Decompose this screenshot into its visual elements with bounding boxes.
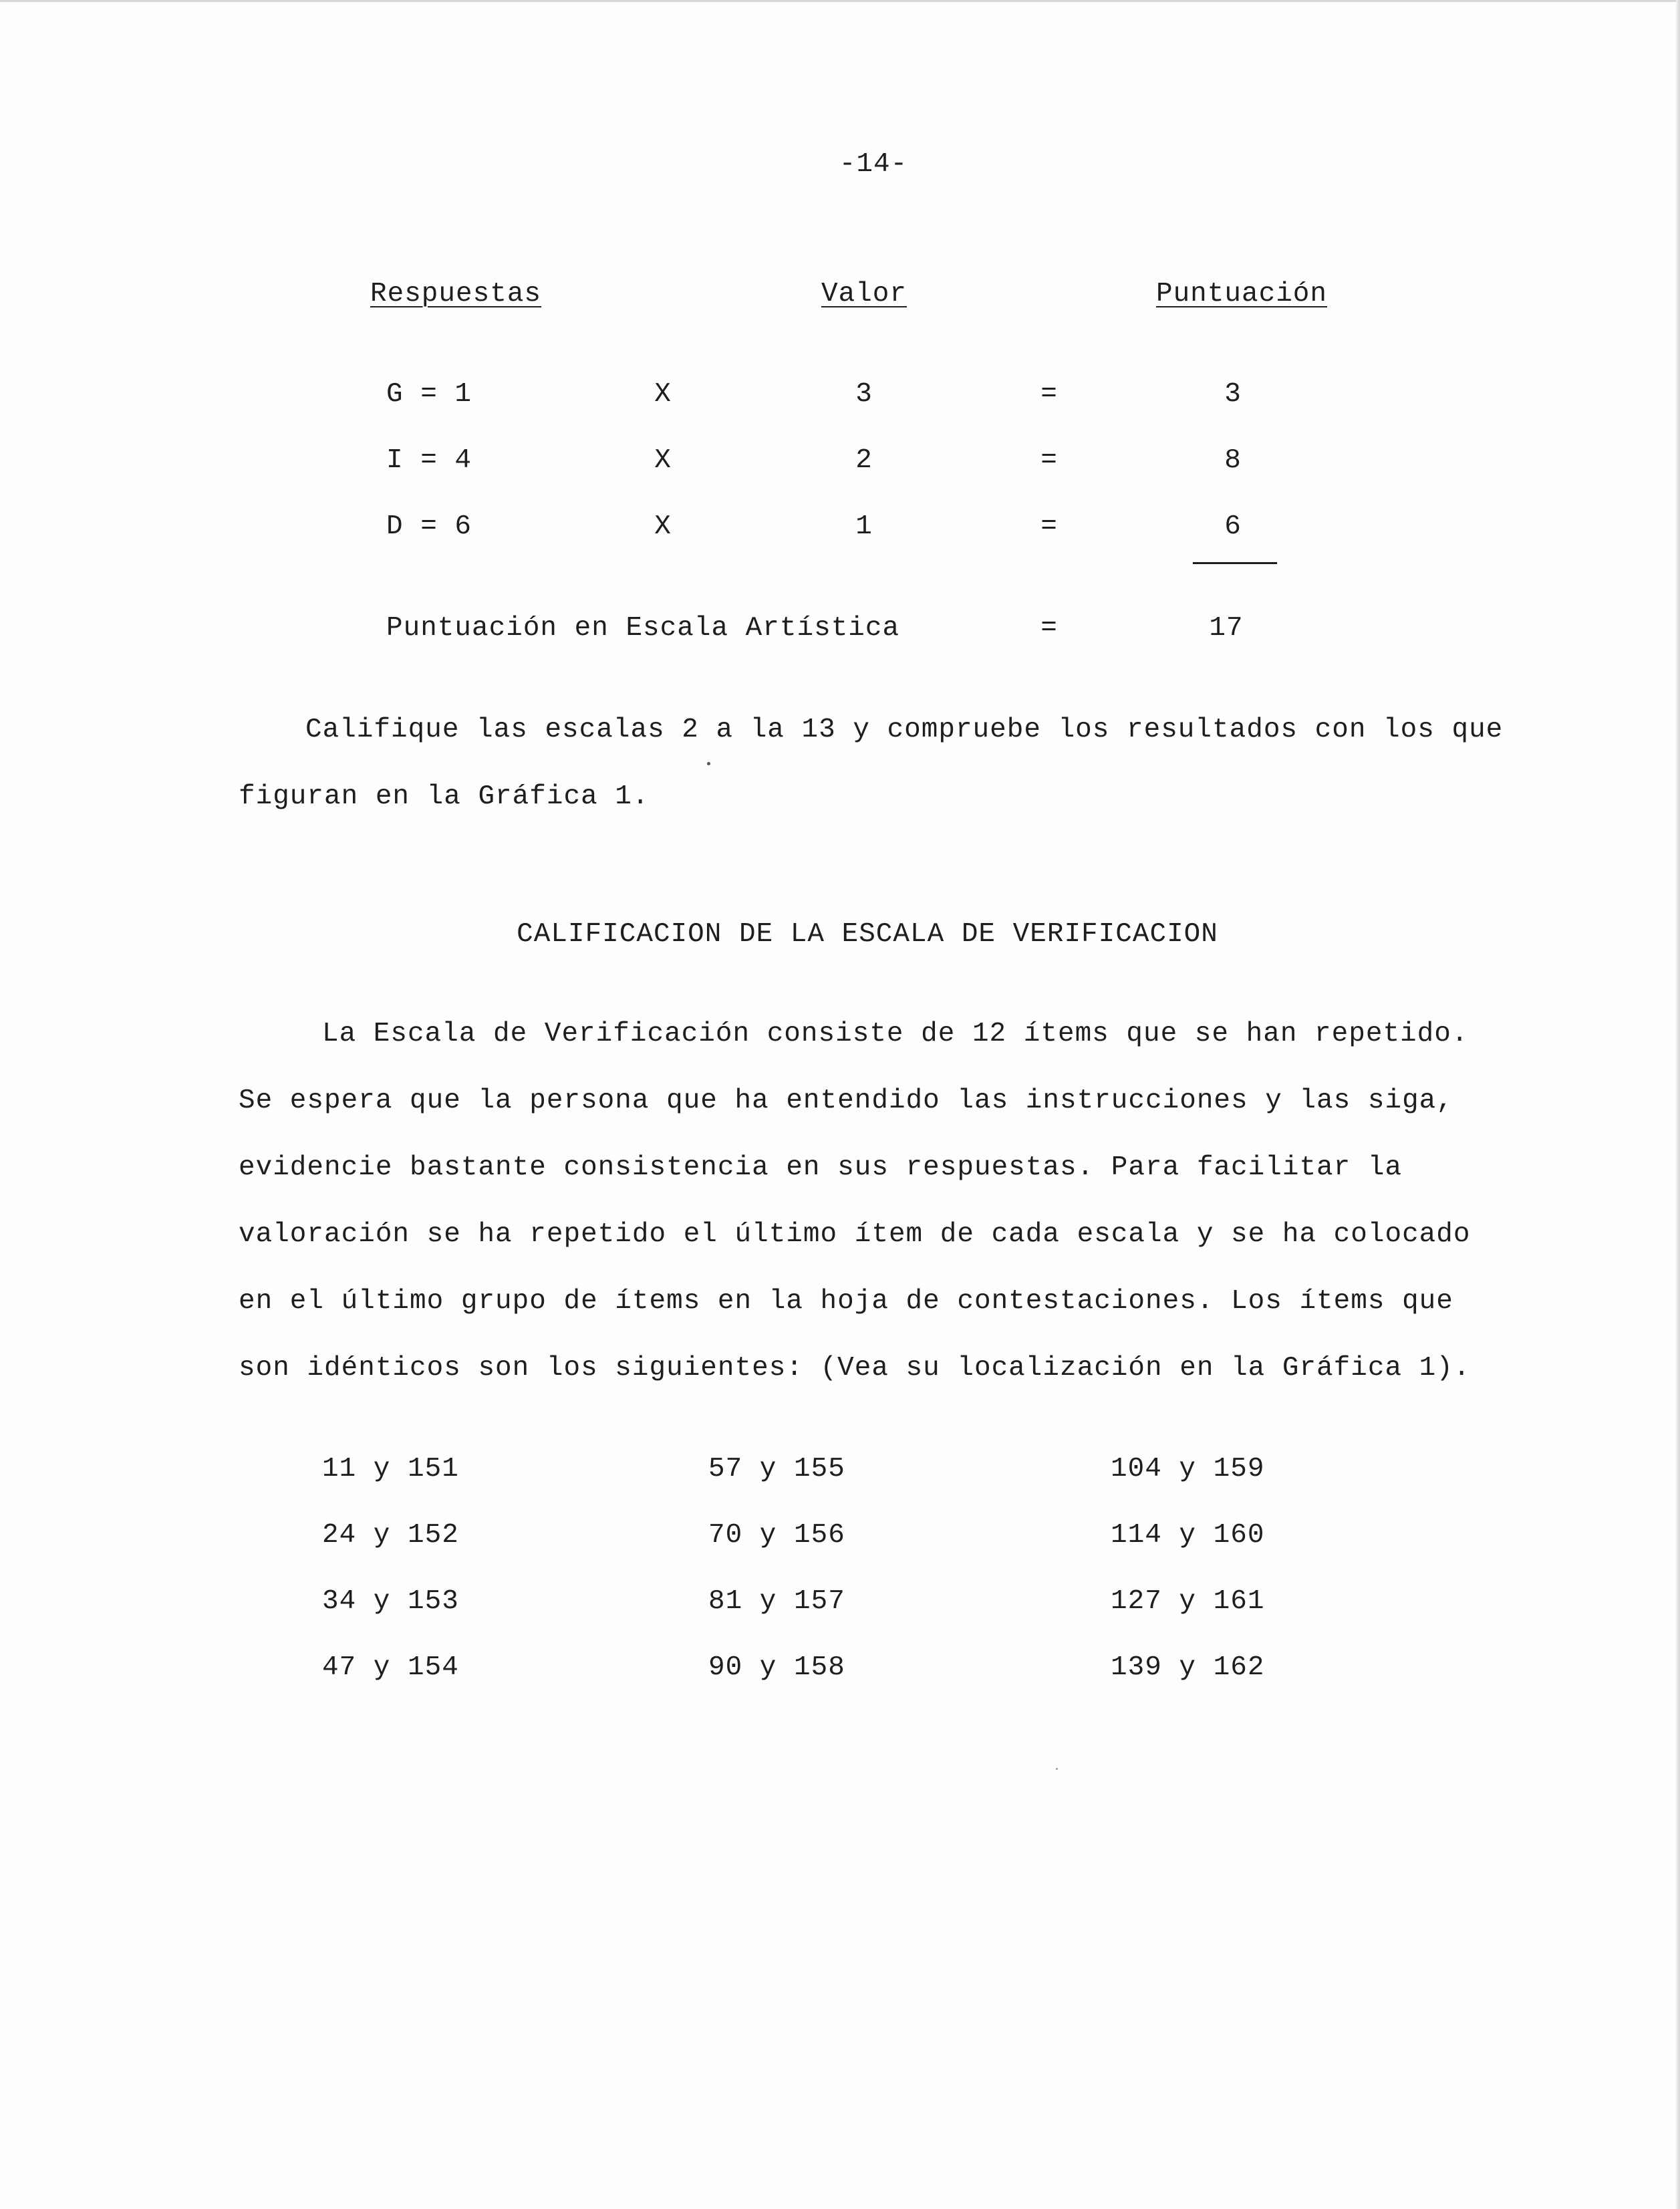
paragraph-line-6: son idénticos son los siguientes: (Vea su localización en la Gráfica 1). [239, 1353, 1471, 1384]
row-1-respuesta: G = 1 [386, 379, 472, 410]
pair-r4-c1: 47 y 154 [322, 1652, 459, 1683]
pair-r2-c1: 24 y 152 [322, 1520, 459, 1551]
paragraph-line-4: valoración se ha repetido el último ítem de cada escala y se ha colocado [239, 1219, 1471, 1250]
sum-rule [1193, 562, 1277, 564]
row-2-valor: 2 [855, 445, 873, 476]
row-2-puntuacion: 8 [1224, 445, 1242, 476]
scan-speck [707, 762, 710, 765]
row-1-eq: = [1040, 379, 1058, 410]
pair-r4-c3: 139 y 162 [1111, 1652, 1265, 1683]
paragraph-line-2: Se espera que la persona que ha entendido las instrucciones y las siga, [239, 1085, 1453, 1116]
pair-r4-c2: 90 y 158 [708, 1652, 845, 1683]
total-value: 17 [1209, 613, 1244, 644]
scan-speck [1056, 1768, 1058, 1770]
row-3-eq: = [1040, 511, 1058, 542]
row-1-valor: 3 [855, 379, 873, 410]
total-eq: = [1040, 613, 1058, 644]
row-3-puntuacion: 6 [1224, 511, 1242, 542]
row-3-op: X [654, 511, 672, 542]
total-label: Puntuación en Escala Artística [386, 613, 900, 644]
pair-r1-c3: 104 y 159 [1111, 1454, 1265, 1484]
pair-r3-c2: 81 y 157 [708, 1586, 845, 1617]
paragraph-line-5: en el último grupo de ítems en la hoja de contestaciones. Los ítems que [239, 1286, 1453, 1317]
page-right-edge [1676, 0, 1680, 2209]
pair-r2-c2: 70 y 156 [708, 1520, 845, 1551]
row-3-valor: 1 [855, 511, 873, 542]
instruction-line-2: figuran en la Gráfica 1. [239, 781, 650, 812]
instruction-line-1: Califique las escalas 2 a la 13 y compruebe los resultados con los que [305, 714, 1504, 745]
section-heading: CALIFICACION DE LA ESCALA DE VERIFICACION [517, 919, 1218, 950]
pair-r1-c2: 57 y 155 [708, 1454, 845, 1484]
page-top-edge [0, 0, 1680, 2]
row-1-op: X [654, 379, 672, 410]
paragraph-line-1: La Escala de Verificación consiste de 12 ítems que se han repetido. [322, 1019, 1469, 1049]
row-2-eq: = [1040, 445, 1058, 476]
pair-r3-c3: 127 y 161 [1111, 1586, 1265, 1617]
paragraph-line-3: evidencie bastante consistencia en sus respuestas. Para facilitar la [239, 1152, 1403, 1183]
pair-r3-c1: 34 y 153 [322, 1586, 459, 1617]
pair-r1-c1: 11 y 151 [322, 1454, 459, 1484]
header-valor: Valor [821, 279, 907, 309]
header-puntuacion: Puntuación [1155, 279, 1328, 309]
row-1-puntuacion: 3 [1224, 379, 1242, 410]
pair-r2-c3: 114 y 160 [1111, 1520, 1265, 1551]
header-respuestas: Respuestas [370, 279, 542, 309]
row-2-op: X [654, 445, 672, 476]
row-2-respuesta: I = 4 [386, 445, 472, 476]
page-number: -14- [839, 149, 908, 180]
row-3-respuesta: D = 6 [386, 511, 472, 542]
